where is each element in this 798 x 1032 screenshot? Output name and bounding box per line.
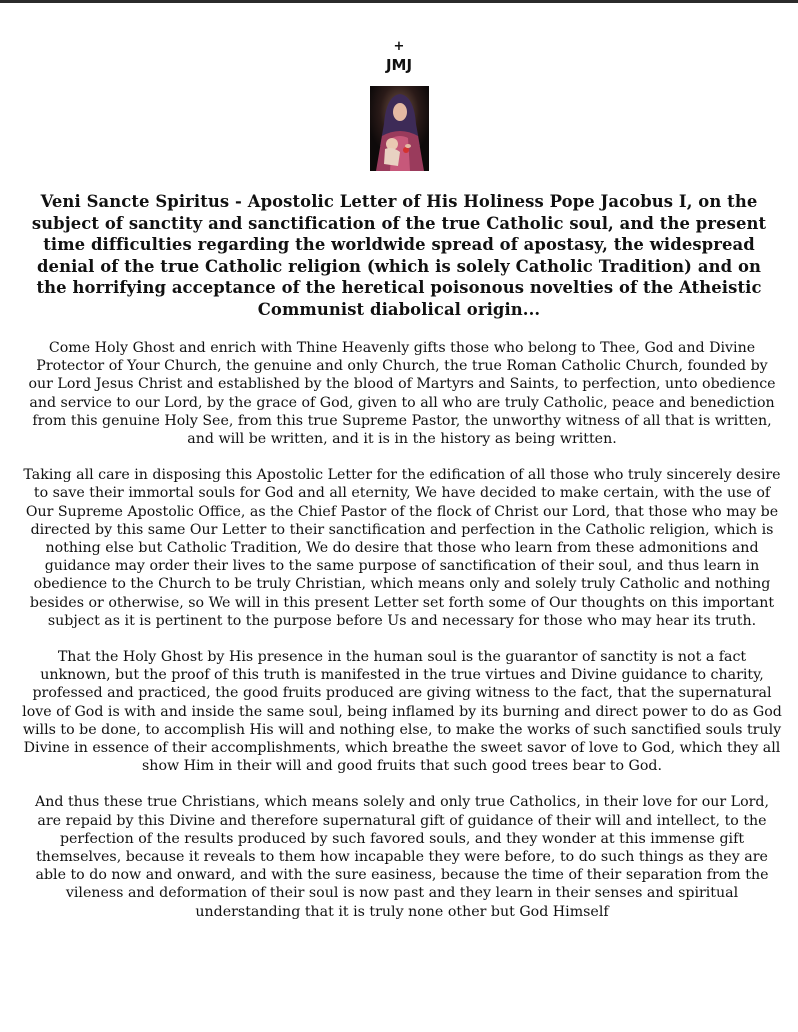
- document-page: [0, 40, 798, 921]
- paragraph-2: Taking all care in disposing this Apostolic Letter for the edification of all those who truly sincerely desire to save their immortal souls for God and all eternity, We have decided to make certain, with the use of Our Supreme Apostolic Office, as the Chief Pastor of the flock of Christ our Lord, that those who may be directed by this same Our Letter to their sanctification and perfection in the Catholic religion, which is nothing else but Catholic Tradition, We do desire that those who learn from these admonitions and guidance may order their lives to the same purpose of sanctification of their soul, and thus learn in obedience to the Church to be truly Christian, which means only and solely truly Catholic and nothing besides or otherwise, so We will in this present Letter set forth some of Our thoughts on this important subject as it is pertinent to the purpose before Us and necessary for those who may hear its truth.: [23, 467, 781, 629]
- paragraph-1: Come Holy Ghost and enrich with Thine Heavenly gifts those who belong to Thee, God and Divine Protector of Your Church, the genuine and only Church, the true Roman Catholic Church, founded by our Lord Jesus Christ and established by the blood of Martyrs and Saints, to perfection, unto obedience and service to our Lord, by the grace of God, given to all who are truly Catholic, peace and benediction from this genuine Holy See, from this true Supreme Pastor, the unworthy witness of all that is written, and will be written, and it is in the history as being written.: [28, 340, 776, 448]
- madonna-and-child-icon: [370, 86, 429, 171]
- paragraph-4: And thus these true Christians, which means solely and only true Catholics, in their love for our Lord, are repaid by this Divine and therefore supernatural gift of guidance of their will and intellect, to the perfection of the results produced by such favored souls, and they wonder at this immense gift themselves, because it reveals to them how incapable they were before, to do such things as they are able to do now and onward, and with the sure easiness, because the time of their separation from the vileness and deformation of their soul is now past and they learn in their senses and spiritual understanding that it is truly none other but God Himself: [35, 794, 769, 920]
- letter-title: Veni Sancte Spiritus - Apostolic Letter of His Holiness Pope Jacobus I, on the subject of sanctity and sanctification of the true Catholic soul, and the present time difficulties regarding the worldwide spread of apostasy, the widespread denial of the true Catholic religion (which is solely Catholic Tradition) and on the horrifying acceptance of the heretical poisonous novelties of the Atheistic Communist diabolical origin...: [31, 192, 767, 319]
- jmj-monogram: JMJ: [385, 56, 413, 74]
- paragraph-3: That the Holy Ghost by His presence in the human soul is the guarantor of sanctity is not a fact unknown, but the proof of this truth is manifested in the true virtues and Divine guidance to charity, professed and practiced, the good fruits produced are giving witness to the fact, that the supernatural love of God is with and inside the same soul, being inflamed by its burning and direct power to do as God wills to be done, to accomplish His will and nothing else, to make the works of such sanctified souls truly Divine in essence of their accomplishments, which breathe the sweet savor of love to God, which they all show Him in their will and good fruits that such good trees bear to God.: [22, 649, 782, 775]
- cross-symbol: +: [393, 39, 405, 54]
